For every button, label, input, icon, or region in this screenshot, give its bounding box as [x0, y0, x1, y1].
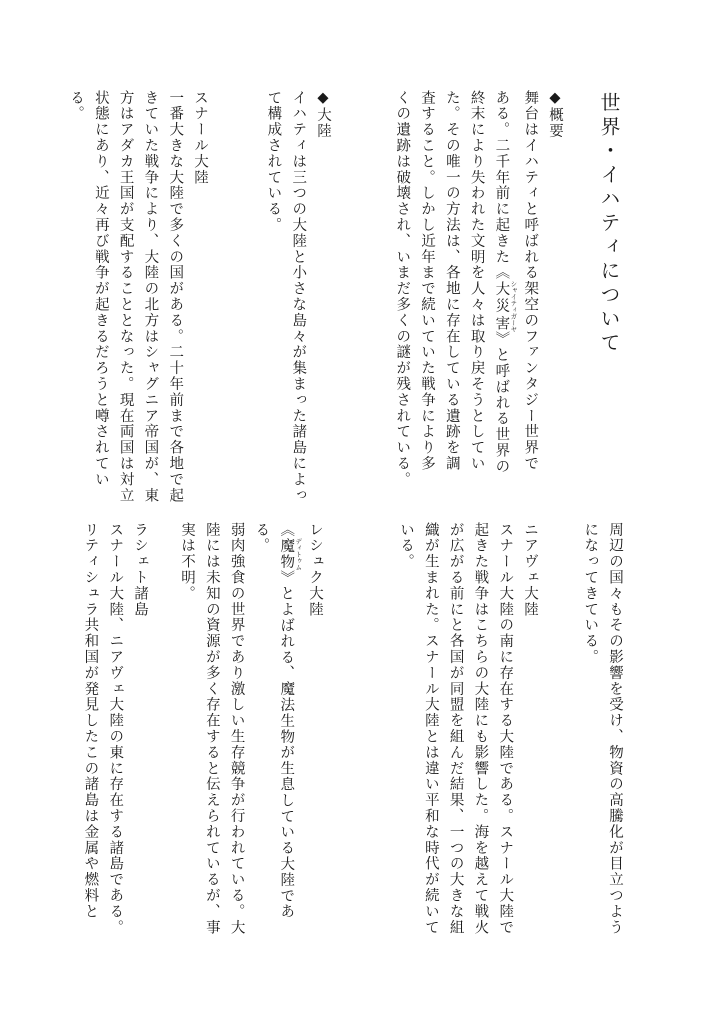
ruby-mamono — [278, 537, 303, 571]
snarl-line-4: 状態にあり、近々再び戦争が起きるだろうと噂されている。 — [68, 90, 109, 488]
resyuk-section — [179, 522, 327, 947]
resyuk-line-4: 実は不明。 — [179, 522, 196, 602]
overview-line-2-tail: 》と呼ばれる世界の — [493, 331, 510, 475]
bracket-open: 《 — [493, 264, 510, 281]
snarl-heading: スナール大陸 — [192, 90, 208, 186]
resyuk-line-2: 弱肉強食の世界であり激しい生存競争が行われている。大 — [228, 522, 245, 936]
ruby-base-mamono: 魔物 — [278, 537, 295, 571]
overview-line-4: た。その唯一の方法は、各地に存在している遺跡を調 — [443, 90, 460, 472]
overview-section — [337, 90, 567, 510]
niave-line-5: いる。 — [398, 522, 415, 570]
overview-line-3: 終末により失われた文明を人々は取り戻そうとしてい — [468, 90, 485, 472]
overview-heading: ◆概要 — [547, 90, 563, 140]
snarl-line-1: 一番大きな大陸で多くの国がある。二十年前まで各地で起 — [167, 90, 184, 504]
snarl-line-3: 方はアダカ王国が支配することとなった。現在両国は対立 — [117, 90, 134, 504]
overview-line-1: 舞台はイハティと呼ばれる架空のファンタジー世界で — [522, 90, 539, 472]
ruby-text-dityum: ディトゥム — [294, 537, 303, 571]
ruby-base-daisaigai: 大災害 — [493, 280, 510, 333]
continent-heading: ◆大陸 — [315, 90, 331, 140]
overview-line-2 — [489, 90, 518, 510]
resyuk-line-1 — [249, 522, 303, 947]
niave-heading: ニアヴェ大陸 — [522, 522, 538, 618]
snarl-continued — [567, 522, 627, 947]
overview-line-6: くの遺跡は破壊され、いまだ多くの謎が残されている。 — [394, 90, 411, 488]
niave-section — [387, 522, 542, 947]
niave-line-3: が広がる前にと各国が同盟を組んだ結果、一つの大きな組 — [447, 522, 464, 936]
rasiet-line-1: スナール大陸、ニアヴェ大陸の東に存在する諸島である。 — [107, 522, 124, 936]
snarl-line-5: 周辺の国々もその影響を受け、物資の高騰化が目立つよう — [607, 522, 623, 936]
resyuk-line-3: 陸には未知の資源が多く存在すると伝えられているが、事 — [203, 522, 220, 936]
ruby-daisaigai — [493, 280, 518, 333]
snarl-line-6: になってきている。 — [582, 522, 599, 666]
resyuk-line-1-tail: 》とよばれる、魔法生物が生息している大陸である。 — [253, 522, 295, 920]
bracket-open-2: 《 — [278, 522, 295, 538]
continent-line-2: て構成されている。 — [265, 90, 282, 234]
continent-line-1: イハティは三つの大陸と小さな島々が集まった諸島によっ — [290, 90, 307, 504]
snarl-line-2: きていた戦争により、大陸の北方はシャグニア帝国が、東 — [142, 90, 159, 504]
niave-line-1: スナール大陸の南に存在する大陸である。スナール大陸で — [497, 522, 514, 936]
rasiet-section — [72, 522, 152, 947]
niave-line-4: 織が生まれた。スナール大陸とは違い平和な時代が続いて — [422, 522, 439, 936]
rasiet-heading: ラシェト諸島 — [132, 522, 148, 618]
resyuk-heading: レシュク大陸 — [307, 522, 323, 618]
continent-section — [255, 90, 335, 510]
snarl-section — [68, 90, 212, 510]
ruby-text-shaitigaya: シャイティガーヤ — [509, 280, 518, 333]
niave-line-2: 起きた戦争はこちらの大陸にも影響した。海を越えて戦火 — [472, 522, 489, 936]
rasiet-line-2: リティシュラ共和国が発見したこの諸島は金属や燃料と — [82, 522, 99, 920]
page-title: 世界・イハティについて — [597, 92, 621, 356]
overview-line-5: 査すること。しかし近年まで続いていた戦争により多 — [419, 90, 436, 472]
overview-line-2-text: ある。二千年前に起きた — [493, 90, 510, 265]
